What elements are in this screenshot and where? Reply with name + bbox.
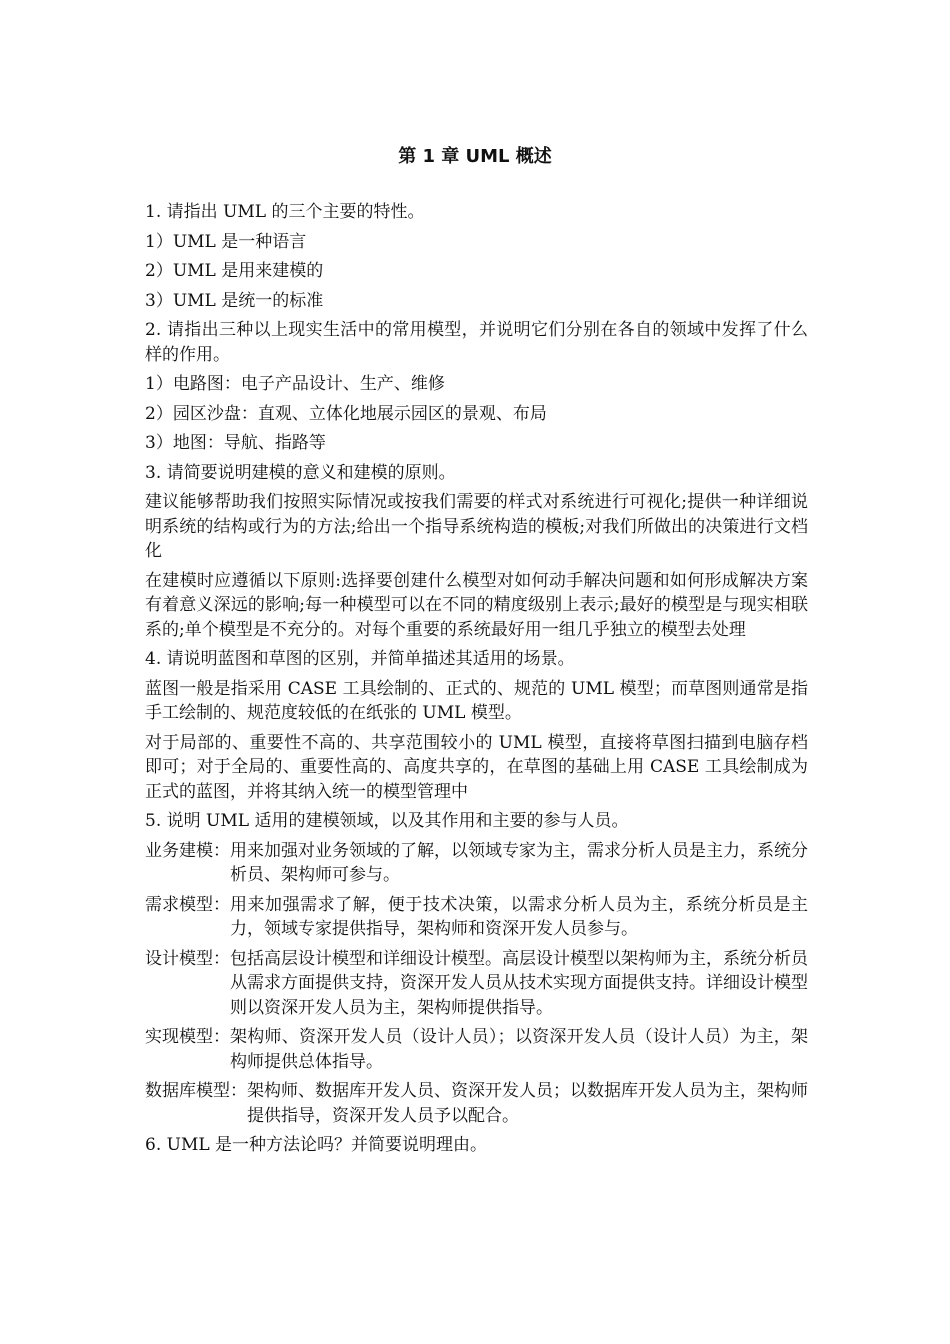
domain-description: 用来加强对业务领域的了解，以领域专家为主，需求分析人员是主力，系统分析员、架构师可参与。 xyxy=(230,840,808,885)
document-body xyxy=(145,200,808,1163)
domain-term: 业务建模： xyxy=(145,840,230,861)
domain-description: 用来加强需求了解，便于技术决策，以需求分析人员为主，系统分析员是主力，领域专家提供指导，架构师和资深开发人员参与。 xyxy=(230,894,808,939)
answer-paragraph: 建议能够帮助我们按照实际情况或按我们需要的样式对系统进行可视化;提供一种详细说明系统的结构或行为的方法;给出一个指导系统构造的模板;对我们所做出的决策进行文档化 xyxy=(145,492,808,561)
domain-description: 包括高层设计模型和详细设计模型。高层设计模型以架构师为主，系统分析员从需求方面提供支持，资深开发人员从技术实现方面提供支持。详细设计模型则以资深开发人员为主，架构师提供指导。 xyxy=(230,948,808,1018)
question-2: 2. 请指出三种以上现实生活中的常用模型，并说明它们分别在各自的领域中发挥了什么样的作用。 xyxy=(145,320,808,365)
domain-description: 架构师、数据库开发人员、资深开发人员；以数据库开发人员为主，架构师提供指导，资深开发人员予以配合。 xyxy=(247,1081,808,1126)
question-5: 5. 说明 UML 适用的建模领域，以及其作用和主要的参与人员。 xyxy=(145,811,629,831)
answer-paragraph: 对于局部的、重要性不高的、共享范围较小的 UML 模型，直接将草图扫描到电脑存档即可；对于全局的、重要性高的、高度共享的，在草图的基础上用 CASE 工具绘制成为正式的蓝图，并将其纳入统一的模型管理中 xyxy=(145,732,808,802)
answer-line: 3）UML 是统一的标准 xyxy=(145,290,324,311)
answer-line: 1）UML 是一种语言 xyxy=(145,231,307,252)
modeling-domain-item xyxy=(145,1025,808,1074)
domain-term: 需求模型： xyxy=(145,894,230,915)
domain-term: 数据库模型： xyxy=(145,1081,247,1101)
modeling-domain-item xyxy=(145,839,808,888)
modeling-domain-item xyxy=(145,893,808,942)
domain-term: 设计模型： xyxy=(145,948,230,969)
domain-term: 实现模型： xyxy=(145,1027,230,1047)
answer-line: 1）电路图：电子产品设计、生产、维修 xyxy=(145,374,445,394)
answer-paragraph: 在建模时应遵循以下原则:选择要创建什么模型对如何动手解决问题和如何形成解决方案有着意义深远的影响;每一种模型可以在不同的精度级别上表示;最好的模型是与现实相联系的;单个模型是不充分的。对每个重要的系统最好用一组几乎独立的模型去处理 xyxy=(145,570,808,640)
answer-paragraph: 蓝图一般是指采用 CASE 工具绘制的、正式的、规范的 UML 模型；而草图则通常是指手工绘制的、规范度较低的在纸张的 UML 模型。 xyxy=(145,678,808,723)
question-1: 1. 请指出 UML 的三个主要的特性。 xyxy=(145,202,425,222)
answer-line: 3）地图：导航、指路等 xyxy=(145,433,326,453)
domain-description: 架构师、资深开发人员（设计人员）；以资深开发人员（设计人员）为主，架构师提供总体指导。 xyxy=(230,1027,808,1072)
question-4: 4. 请说明蓝图和草图的区别，并简单描述其适用的场景。 xyxy=(145,649,575,669)
chapter-title: 第 1 章 UML 概述 xyxy=(398,146,552,167)
modeling-domain-item xyxy=(145,1079,808,1128)
modeling-domain-item xyxy=(145,947,808,1021)
question-3: 3. 请简要说明建模的意义和建模的原则。 xyxy=(145,462,456,483)
answer-line: 2）园区沙盘：直观、立体化地展示园区的景观、布局 xyxy=(145,403,547,424)
answer-line: 2）UML 是用来建模的 xyxy=(145,261,324,281)
question-6: 6. UML 是一种方法论吗？并简要说明理由。 xyxy=(145,1135,488,1155)
